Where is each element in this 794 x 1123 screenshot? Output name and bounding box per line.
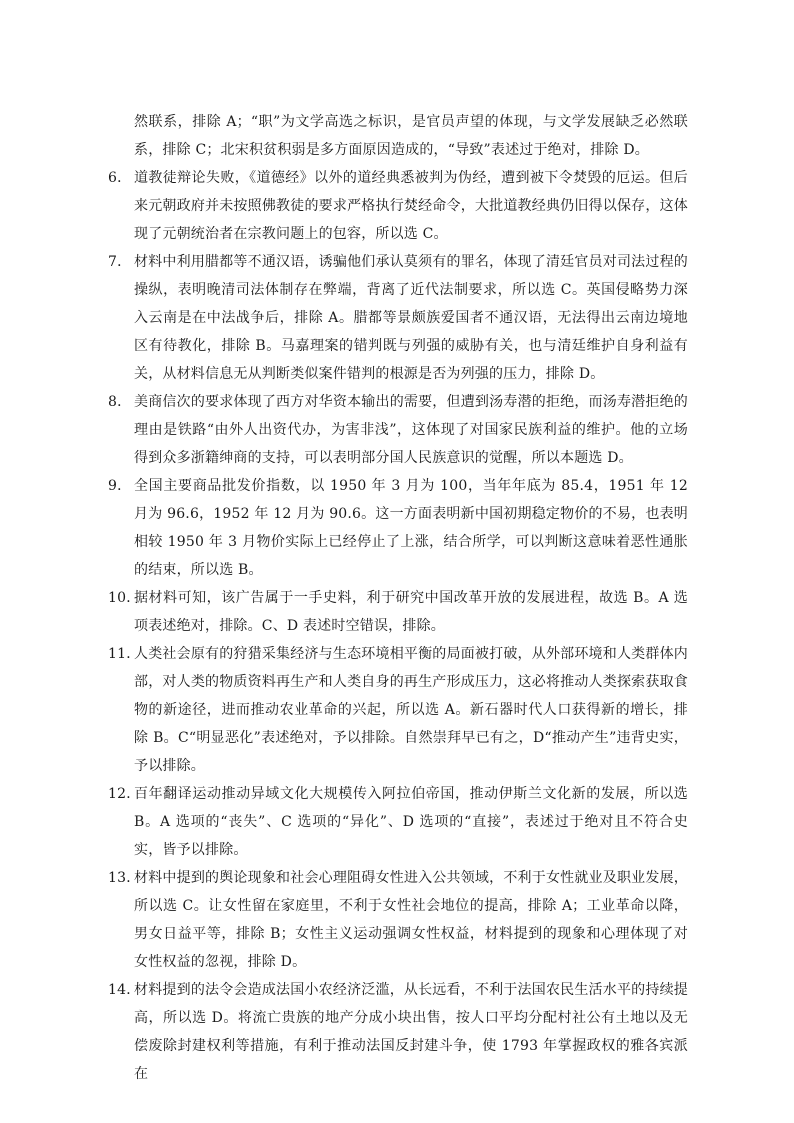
continued-paragraph: 然联系，排除 A；“职”为文学高选之标识，是官员声望的体现，与文学发展缺乏必然联系，排除 C；北宋积贫积弱是多方面原因造成的，“导致”表述过于绝对，排除 D。	[134, 114, 688, 158]
answer-item	[108, 472, 688, 584]
item-number: 7．	[108, 254, 132, 270]
item-number: 10．	[108, 590, 141, 606]
item-number: 6．	[108, 170, 132, 186]
item-text: 百年翻译运动推动异域文化大规模传入阿拉伯帝国，推动伊斯兰文化新的发展，所以选 B。A 选项的“丧失”、C 选项的“异化”、D 选项的“直接”，表述过于绝对且不符合史实，皆予以排除。	[134, 786, 688, 858]
answer-item	[108, 976, 688, 1088]
item-text: 全国主要商品批发价指数，以 1950 年 3 月为 100，当年年底为 85.4，1951 年 12 月为 96.6，1952 年 12 月为 90.6。这一方面表明新中国初期稳定物价的不易，也表明相较 1950 年 3 月物价实际上已经停止了上涨，结合所学，可以判断这意味着恶性通胀的结束，所以选 B。	[134, 478, 688, 578]
item-text: 据材料可知，该广告属于一手史料，利于研究中国改革开放的发展进程，故选 B。A 选项表述绝对，排除。C、D 表述时空错误，排除。	[134, 590, 688, 634]
item-text: 材料中提到的舆论现象和社会心理阻碍女性进入公共领域，不利于女性就业及职业发展，所以选 C。让女性留在家庭里，不利于女性社会地位的提高，排除 A；工业革命以降，男女日益平等，排除 B；女性主义运动强调女性权益，材料提到的现象和心理体现了对女性权益的忽视，排除 D。	[134, 870, 688, 970]
item-number: 14．	[108, 982, 141, 998]
item-text: 材料中利用腊都等不通汉语，诱骗他们承认莫须有的罪名，体现了清廷官员对司法过程的操纵，表明晚清司法体制存在弊端，背离了近代法制要求，所以选 C。英国侵略势力深入云南是在中法战争后，排除 A。腊都等景颇族爱国者不通汉语，无法得出云南边境地区有待教化，排除 B。马嘉理案的错判既与列强的威胁有关，也与清廷维护自身利益有关，从材料信息无从判断类似案件错判的根源是否为列强的压力，排除 D。	[134, 254, 688, 382]
item-text: 人类社会原有的狩猎采集经济与生态环境相平衡的局面被打破，从外部环境和人类群体内部，对人类的物质资料再生产和人类自身的再生产形成压力，这必将推动人类探索获取食物的新途径，进而推动农业革命的兴起，所以选 A。新石器时代人口获得新的增长，排除 B。C“明显恶化”表述绝对，予以排除。自然崇拜早已有之，D“推动产生”违背史实，予以排除。	[134, 646, 688, 774]
item-text: 美商信次的要求体现了西方对华资本输出的需要，但遭到汤寿潜的拒绝，而汤寿潜拒绝的理由是铁路“由外人出资代办，为害非浅”，这体现了对国家民族利益的维护。他的立场得到众多浙籍绅商的支持，可以表明部分国人民族意识的觉醒，所以本题选 D。	[134, 394, 688, 466]
answer-item	[108, 164, 688, 248]
item-number: 13．	[108, 870, 141, 886]
answer-item	[108, 388, 688, 472]
item-number: 8．	[108, 394, 132, 410]
item-number: 11．	[108, 646, 141, 662]
item-text: 道教徒辩论失败，《道德经》以外的道经典悉被判为伪经，遭到被下令焚毁的厄运。但后来元朝政府并未按照佛教徒的要求严格执行焚经命令，大批道教经典仍旧得以保存，这体现了元朝统治者在宗教问题上的包容，所以选 C。	[134, 170, 688, 242]
answer-item	[108, 248, 688, 388]
item-text: 材料提到的法令会造成法国小农经济泛滥，从长远看，不利于法国农民生活水平的持续提高，所以选 D。将流亡贵族的地产分成小块出售，按人口平均分配村社公有土地以及无偿废除封建权利等措施，有利于推动法国反封建斗争，使 1793 年掌握政权的雅各宾派在	[134, 982, 688, 1082]
answer-item	[108, 640, 688, 780]
item-list	[108, 164, 688, 1088]
answer-explanations	[108, 108, 688, 1088]
answer-item	[108, 780, 688, 864]
item-number: 12．	[108, 786, 141, 802]
answer-item	[108, 864, 688, 976]
item-number: 9．	[108, 478, 132, 494]
answer-item	[108, 584, 688, 640]
